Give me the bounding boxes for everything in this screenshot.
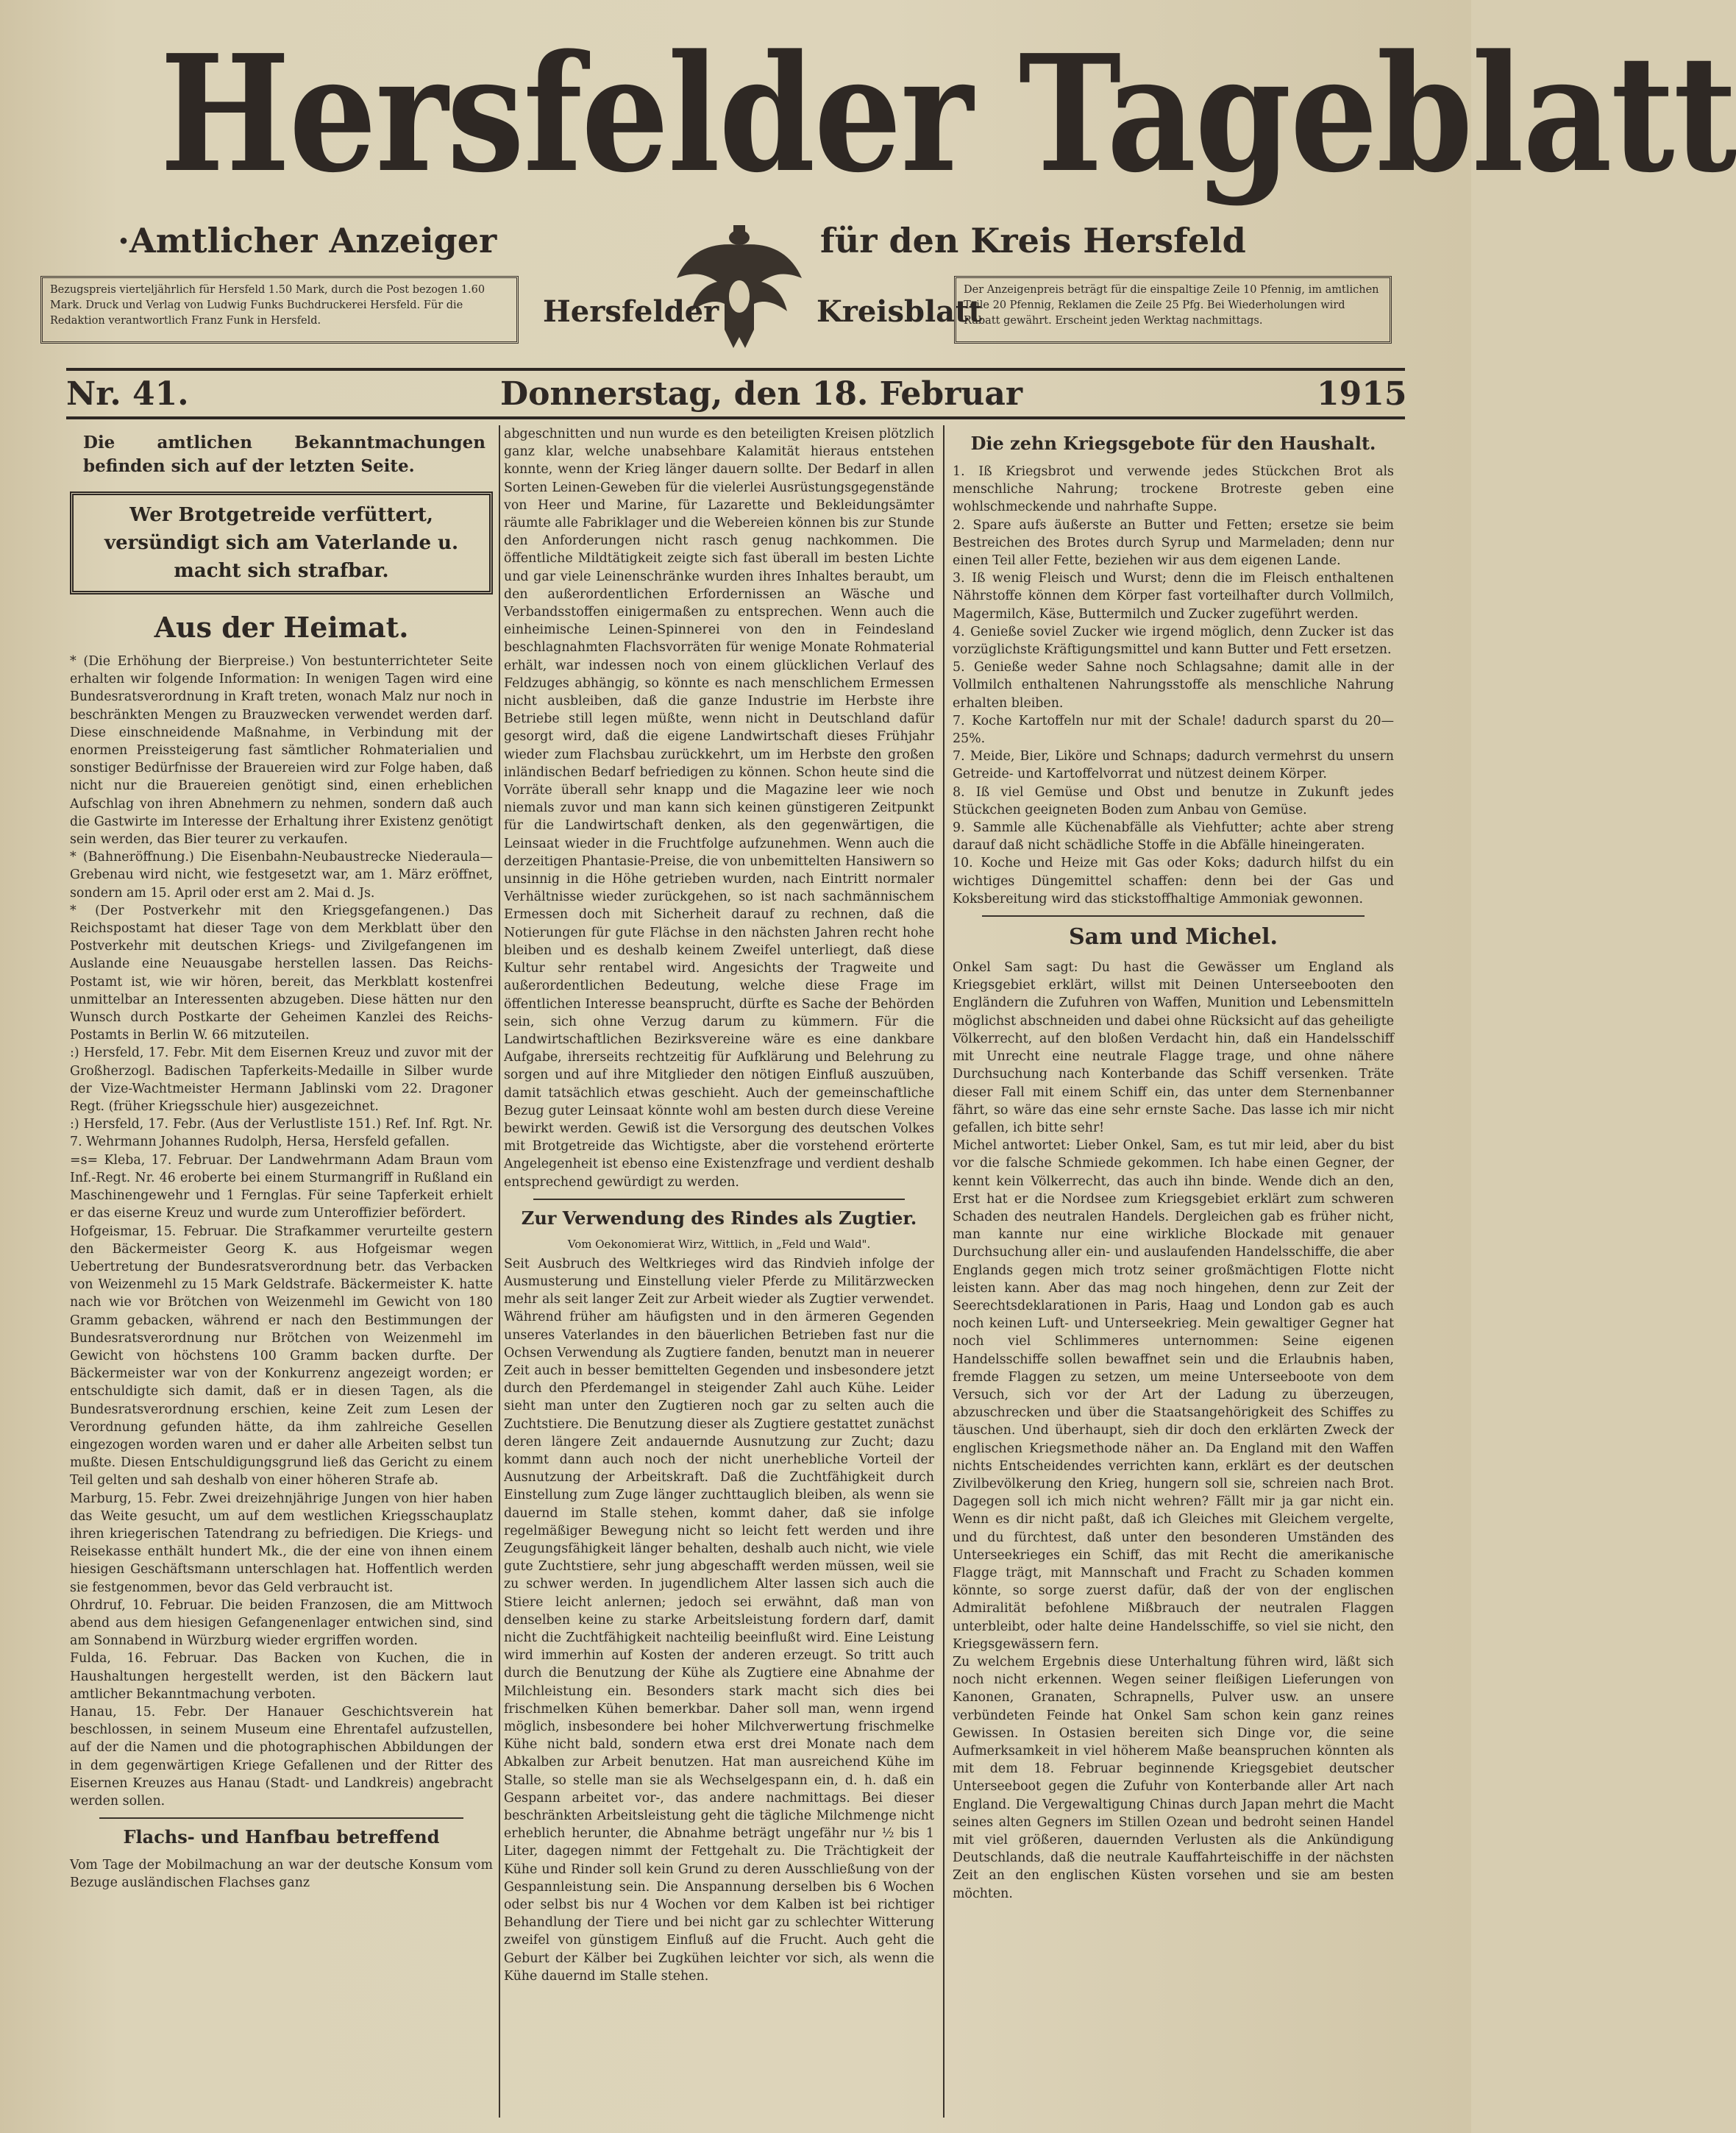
official-notice: Die amtlichen Bekanntmachungen befinden sich auf der letzten Seite. — [83, 433, 485, 476]
column-1 — [70, 425, 493, 2118]
sam-michel-article: Onkel Sam sagt: Du hast die Gewässer um England als Kriegsgebiet erklärt, willst mit Deinen Unterseebooten den Engländern die Zufuhren von Waffen, Munition und Lebensmitteln möglichst abschneiden und dabei ohne Rücksicht auf das geheiligte Völkerrecht, auf den bloßen Verdacht hin, daß ein Handelsschiff mit Unrecht eine neutrale Flagge trage, und ohne nähere Durchsuchung nach Konterbande das Schiff versenken. Träte dieser Fall mit einem Schiff ein, das unter dem Sternenbanner fährt, so wäre das eine sehr ernste Sache. Das lasse ich mir nicht gefallen, ich bitte sehr! Michel antwortet: Lieber Onkel, Sam, es tut mir leid, aber du bist vor die falsche Schmiede gekommen. Ich habe einen Gegner, der kennt kein Völkerrecht, das auch ihn binde. Wende dich an den, Erst hat er die Nordsee zum Kriegsgebiet erklärt zum schweren Schaden des neutralen Handels. Dergleichen gab es früher nicht, man kannte nur eine wirkliche Blockade mit genauer Durchsuchung aller ein- und auslaufenden Handelsschiffe, die aber Englands gegen mich trotz seiner großmächtigen Flotte nicht leisten kann. Aber das mag noch hingehen, denn zur Zeit der Seerechtsdeklarationen in Paris, Haag und London gab es auch noch keinen Luft- und Unterseekrieg. Mein gewaltiger Gegner hat noch viel Schlimmeres unternommen: Seine eigenen Handelsschiffe sollen bewaffnet sein und die Erlaubnis haben, fremde Flaggen zu setzen, um meine Unterseeboote von dem Versuch, sich vor der Art der Ladung zu überzeugen, abzuschrecken und über die Staatsangehörigkeit des Schiffes zu täuschen. Und überhaupt, sieh dir doch den erklärten Zweck der englischen Kriegsmethode näher an. Da England mit den Waffen nichts Entscheidendes verrichten kann, erklärt es der deutschen Zivilbevölkerung den Krieg, hungern soll sie, schreien nach Brot. Dagegen soll ich mich nicht wehren? Fällt mir ja gar nicht ein. Wenn es dir nicht paßt, daß ich Gleiches mit Gleichem vergelte, und du fürchtest, daß unter den besonderen Umständen des Unterseekrieges ein Schiff, das mit Recht die amerikanische Flagge trägt, mit Mannschaft und Fracht zu Schaden kommen könnte, so sorge zuerst dafür, daß der von der englischen Admiralität befohlene Mißbrauch der neutralen Flaggen unterbleibt, oder halte deine Handelsschiffe, so viel sie nicht, den Kriegsgewässern fern. Zu welchem Ergebnis diese Unterhaltung führen wird, läßt sich noch nicht erkennen. Wegen seiner fleißigen Lieferungen von Kanonen, Granaten, Schrapnells, Pulver usw. an unsere verbündeten Feinde hat Onkel Sam schon kein ganz reines Gewissen. In Ostasien bereiten sich Dinge vor, die seine Aufmerksamkeit in viel höherem Maße beanspruchen könnten als mit dem 18. Februar beginnende Kriegsgebiet deutscher Unterseeboot gegen die Zufuhr von Konterbande aller Art nach England. Die Vergewaltigung Chinas durch Japan mehrt die Macht seines alten Gegners im Stillen Ozean und bedroht seinen Handel mit viel größeren, dauernden Verlusten als die Ankündigung Deutschlands, daß die neutrale Kauffahrteischiffe in der nächsten Zeit an den englischen Küsten vorsehen und sie am besten möchten. — [953, 960, 1394, 1901]
flachs-article: Vom Tage der Mobilmachung an war der deutsche Konsum vom Bezuge ausländischen Flachses ganz — [70, 1858, 493, 1891]
section-divider — [982, 915, 1365, 917]
heimat-articles: * (Die Erhöhung der Bierpreise.) Von bestunterrichteter Seite erhalten wir folgende Information: In wenigen Tagen wird eine Bundesratsverordnung in Kraft treten, wonach Malz nur noch in beschränkten Mengen zu Brauzwecken verwendet werden darf. Diese einschneidende Maßnahme, in Verbindung mit der enormen Preissteigerung fast sämtlicher Rohmaterialien und sonstiger Bedürfnisse der Brauereien wird zur Folge haben, daß nicht nur die Brauereien genötigt sind, einen erheblichen Aufschlag von ihren Abnehmern zu nehmen, sondern daß auch die Gastwirte im Interesse der Erhaltung ihrer Existenz genötigt sein werden, das Bier teurer zu verkaufen. * (Bahneröffnung.) Die Eisenbahn-Neubaustrecke Niederaula—Grebenau wird nicht, wie festgesetzt war, am 1. März eröffnet, sondern am 15. April oder erst am 2. Mai d. Js. * (Der Postverkehr mit den Kriegsgefangenen.) Das Reichspostamt hat dieser Tage von dem Merkblatt über den Postverkehr mit deutschen Kriegs- und Zivilgefangenen im Auslande eine Neuausgabe herstellen lassen. Das Reichs-Postamt ist, wie wir hören, bereit, das Merkblatt kostenfrei unmittelbar an Interessenten abzugeben. Diese hätten nur den Wunsch durch Postkarte der Geheimen Kanzlei des Reichs-Postamts in Berlin W. 66 mitzuteilen. :) Hersfeld, 17. Febr. Mit dem Eisernen Kreuz und zuvor mit der Großherzogl. Badischen Tapferkeits-Medaille in Silber wurde der Vize-Wachtmeister Hermann Jablinski vom 22. Dragoner Regt. (früher Kriegsschule hier) ausgezeichnet. :) Hersfeld, 17. Febr. (Aus der Verlustliste 151.) Ref. Inf. Rgt. Nr. 7. Wehrmann Johannes Rudolph, Hersa, Hersfeld gefallen. =s= Kleba, 17. Februar. Der Landwehrmann Adam Braun vom Inf.-Regt. Nr. 46 eroberte bei einem Sturmangriff in Rußland ein Maschinengewehr und 1 Fernglas. Für seine Tapferkeit erhielt er das eiserne Kreuz und wurde zum Unteroffizier befördert. Hofgeismar, 15. Februar. Die Strafkammer verurteilte gestern den Bäckermeister Georg K. aus Hofgeismar wegen Uebertretung der Bundesratsverordnung betr. das Verbacken von Weizenmehl zu 15 Mark Geldstrafe. Bäckermeister K. hatte nach wie vor Brötchen von Weizenmehl im Gewicht von 180 Gramm gebacken, während er nach den Bestimmungen der Bundesratsverordnung nur Brötchen von Weizenmehl im Gewicht von höchstens 100 Gramm backen durfte. Der Bäckermeister war von der Konkurrenz angezeigt worden; er entschuldigte sich damit, daß er in diesen Tagen, als die Bundesratsverordnung erschien, keine Zeit zum Lesen der Verordnung gefunden hätte, da ihm zahlreiche Gesellen eingezogen worden waren und er daher alle Arbeiten selbst tun mußte. Diesen Entschuldigungsgrund ließ das Gericht zu einem Teil gelten und sah deshalb von einer höheren Strafe ab. Marburg, 15. Febr. Zwei dreizehnjährige Jungen von hier haben das Weite gesucht, um auf dem westlichen Kriegsschauplatz ihren kriegerischen Tatendrang zu befriedigen. Die Kriegs- und Reisekasse enthält hundert Mk., die der eine von ihnen einem hiesigen Geschäftsmann unterschlagen hat. Hoffentlich werden sie festgenommen, bevor das Geld verbraucht ist. Ohrdruf, 10. Februar. Die beiden Franzosen, die am Mittwoch abend aus dem hiesigen Gefangenenlager entwichen sind, sind am Sonnabend in Würzburg wieder ergriffen worden. Fulda, 16. Februar. Das Backen von Kuchen, die in Haushaltungen hergestellt werden, ist den Bäckern laut amtlicher Bekanntmachung verboten. Hanau, 15. Febr. Der Hanauer Geschichtsverein hat beschlossen, in seinem Museum eine Ehrentafel aufzustellen, auf der die Namen und die photographischen Abbildungen der in dem gegenwärtigen Kriege Gefallenen und der Ritter des Eisernen Kreuzes aus Hanau (Stadt- und Landkreis) angebracht werden sollen. — [70, 654, 493, 1809]
section-heading-kriegsgebote: Die zehn Kriegsgebote für den Haushalt. — [970, 433, 1376, 454]
masthead — [66, 20, 1736, 208]
issue-date: Donnerstag, den 18. Februar — [500, 375, 1023, 413]
article-byline: Vom Oekonomierat Wirz, Wittlich, in „Feld und Wald". — [567, 1237, 871, 1251]
section-divider — [99, 1817, 463, 1819]
kreisblatt-left: Hersfelder — [543, 294, 719, 329]
flachs-article-continued: abgeschnitten und nun wurde es den beteiligten Kreisen plötzlich ganz klar, welche unabsehbare Kalamität hieraus entstehen konnte, wenn der Krieg länger dauern sollte. Der Bedarf in allen Sorten Leinen-Geweben für die vielerlei Ausrüstungsgegenstände von Heer und Marine, für Lazarette und Bekleidungsämter räumte alle Fabriklager und die Webereien können bis zur Stunde den Anforderungen nicht rasch genug nachkommen. Die öffentliche Mildtätigkeit zeigte sich fast überall im besten Lichte und gar viele Leinenschränke wurden ihres Inhaltes beraubt, um den außerordentlichen Erfordernissen an Wäsche und Verbandsstoffen einigermaßen zu entsprechen. Wenn auch die einheimische Leinen-Spinnerei von den in Feindesland beschlagnahmten Flachsvorräten für wenige Monate Rohmaterial erhält, war indessen noch von einem glücklichen Verlauf des Feldzuges abhängig, so könnte es nach menschlichem Ermessen nicht ausbleiben, daß die ganze Industrie im Herbste ihre Betriebe still legen müßte, wenn nicht in Deutschland dafür gesorgt wird, daß die eigene Landwirtschaft dieses Frühjahr wieder zum Flachsbau zurückkehrt, um im Herbste den großen inländischen Bedarf befriedigen zu können. Schon heute sind die Vorräte überall sehr knapp und die Magazine leer wie noch niemals zuvor und man kann sich keinen günstigeren Zeitpunkt für die Landwirtschaft denken, als den gegenwärtigen, die Leinsaat wieder in die Fruchtfolge aufzunehmen. Wenn auch die derzeitigen Phantasie-Preise, die von unbemittelten Hansiwern so unsinnig in die Höhe getrieben wurden, nach Eintritt normaler Verhältnisse wieder zurückgehen, so ist nach sachmännischem Ermessen doch mit Sicherheit darauf zu rechnen, daß die Notierungen für gute Flächse in den nächsten Jahren recht hohe bleiben und es deshalb keinem Zweifel unterliegt, daß diese Kultur sehr rentabel wird. Angesichts der Tragweite und außerordentlichen Bedeutung, welche diese Frage im öffentlichen Interesse beansprucht, dürfte es Sache der Behörden sein, sich ohne Verzug darum zu kümmern. Für die Landwirtschaftlichen Bezirksvereine wäre es eine dankbare Aufgabe, ihrerseits rechtzeitig für Aufklärung und Belehrung zu sorgen und auf ihre Mitglieder den nötigen Einfluß auszuüben, damit tatsächlich etwas geschieht. Auch der gemeinschaftliche Bezug guter Leinsaat könnte wohl am besten durch diese Vereine bewirkt werden. Gewiß ist die Versorgung des deutschen Volkes mit Brotgetreide das Wichtigste, aber die vorstehend erörterte Angelegenheit ist ebenso eine Existenzfrage und verdient deshalb entsprechend gewürdigt zu werden. — [504, 427, 934, 1190]
section-divider — [533, 1199, 905, 1200]
masthead-rule-top — [66, 368, 1405, 371]
subtitle-left: ·Amtlicher Anzeiger — [118, 221, 497, 260]
advertising-info-box: Der Anzeigenpreis beträgt für die einspaltige Zeile 10 Pfennig, im amtlichen Teile 20 Pfennig, Reklamen die Zeile 25 Pfg. Bei Wiederholungen wird Rabatt gewährt. Erscheint jeden Werktag nachmittags. — [954, 276, 1392, 344]
subtitle-right: für den Kreis Hersfeld — [820, 221, 1246, 260]
bread-grain-warning-banner: Wer Brotgetreide verfüttert, versündigt sich am Vaterlande u. macht sich strafbar. — [70, 491, 493, 595]
kriegsgebote-list: 1. Iß Kriegsbrot und verwende jedes Stückchen Brot als menschliche Nahrung; trockene Brotreste geben eine wohlschmeckende und nahrhafte Suppe. 2. Spare aufs äußerste an Butter und Fetten; ersetze sie beim Bestreichen des Brotes durch Syrup und Marmeladen; denn nur einen Teil aller Fette, beziehen wir aus dem eigenen Lande. 3. Iß wenig Fleisch und Wurst; denn die im Fleisch enthaltenen Nährstoffe können dem Körper fast vorteilhafter durch Vollmilch, Magermilch, Käse, Buttermilch und Zucker zugeführt werden. 4. Genieße soviel Zucker wie irgend möglich, denn Zucker ist das vorzüglichste Kräftigungsmittel und kann Butter und Fett ersetzen. 5. Genieße weder Sahne noch Schlagsahne; damit alle in der Vollmilch enthaltenen Nahrungsstoffe als menschliche Nahrung erhalten bleiben. 7. Koche Kartoffeln nur mit der Schale! dadurch sparst du 20—25%. 7. Meide, Bier, Liköre und Schnaps; dadurch vermehrst du unsern Getreide- und Kartoffelvorrat und nützest deinem Körper. 8. Iß viel Gemüse und Obst und benutze in Zukunft jedes Stückchen geeigneten Boden zum Anbau von Gemüse. 9. Sammle alle Küchenabfälle als Viehfutter; achte aber streng darauf daß nicht schädliche Stoffe in die Abfälle hineingeraten. 10. Koche und Heize mit Gas oder Koks; dadurch hilfst du ein wichtiges Düngemittel schaffen: denn bei der Gas und Koksbereitung wird das stickstoffhaltige Ammoniak gewonnen. — [953, 464, 1394, 906]
section-heading-sam-michel: Sam und Michel. — [1069, 924, 1278, 951]
kreisblatt-right: Kreisblatt — [817, 294, 983, 329]
newspaper-title: Hersfelder Tageblatt — [160, 20, 1736, 208]
eagle-emblem-icon — [666, 212, 813, 359]
column-2 — [504, 425, 934, 2118]
subscription-info-box: Bezugspreis vierteljährlich für Hersfeld 1.50 Mark, durch die Post bezogen 1.60 Mark. Druck und Verlag von Ludwig Funks Buchdruckerei Hersfeld. Für die Redaktion verantwortlich Franz Funk in Hersfeld. — [40, 276, 519, 344]
column-divider — [943, 425, 945, 2118]
section-heading-flachs: Flachs- und Hanfbau betreffend — [123, 1826, 440, 1848]
issue-year: 1915 — [1317, 375, 1407, 413]
section-heading-rind: Zur Verwendung des Rindes als Zugtier. — [521, 1207, 917, 1229]
column-3 — [953, 425, 1394, 2118]
section-heading-heimat: Aus der Heimat. — [154, 611, 409, 644]
masthead-rule-bottom — [66, 416, 1405, 419]
rind-article: Seit Ausbruch des Weltkrieges wird das Rindvieh infolge der Ausmusterung und Einstellung vieler Pferde zu Militärzwecken mehr als seit langer Zeit zur Arbeit wieder als Zugtier verwendet. Während früher am häufigsten und in den ärmeren Gegenden unseres Vaterlandes in den bäuerlichen Betrieben fast nur die Ochsen Verwendung als Zugtiere fanden, benutzt man in neuerer Zeit auch in besser bemittelten Gegenden und insbesondere jetzt durch den Pferdemangel in steigender Zahl auch Kühe. Leider sieht man unter den Zugtieren noch gar zu selten auch die Zuchtstiere. Die Benutzung dieser als Zugtiere gestattet zunächst deren längere Zeit andauernde Ausnutzung zur Zucht; dazu kommt dann auch noch der nicht unerhebliche Vorteil der Ausnutzung der Arbeitskraft. Daß die Zuchtfähigkeit durch Einstellung zum Zuge länger zuchttauglich bleiben, als wenn sie dauernd im Stalle stehen, kommt daher, daß sie infolge regelmäßiger Bewegung nicht so leicht fett werden und ihre Zeugungsfähigkeit länger behalten, deshalb auch nicht, wie viele gute Zuchtstiere, sehr jung abgeschafft werden müssen, weil sie zu schwer werden. In jugendlichem Alter lassen sich auch die Stiere leicht anlernen; jedoch sei erwähnt, daß man von denselben keine zu starke Arbeitsleistung fordern darf, damit nicht die Zuchtfähigkeit nachteilig beeinflußt wird. Eine Leistung wird immerhin auf Kosten der anderen erzeugt. So tritt auch durch die Benutzung der Kühe als Zugtiere eine Abnahme der Milchleistung ein. Besonders stark macht sich dies bei frischmelken Kühen bemerkbar. Daher soll man, wenn irgend möglich, insbesondere bei hoher Milchverwertung frischmelke Kühe nicht bald, sondern etwa erst drei Monate nach dem Abkalben zur Arbeit benutzen. Hat man ausreichend Kühe im Stalle, so stelle man sie als Wechselgespann ein, d. h. daß ein Gespann arbeitet vor-, das andere nachmittags. Bei dieser beschränkten Arbeitsleistung geht die tägliche Milchmenge nicht erheblich herunter, die Abnahme beträgt ungefähr nur ½ bis 1 Liter, dagegen nimmt der Fettgehalt zu. Die Trächtigkeit der Kühe und Rinder soll kein Grund zu deren Ausschließung von der Gespannleistung sein. Die Anspannung derselben bis 6 Wochen oder selbst bis nur 4 Wochen vor dem Kalben ist bei richtiger Behandlung der Tiere und bei nicht gar zu schlechter Witterung zweifel von günstigem Einfluß auf die Frucht. Auch geht die Geburt der Kälber bei Zugkühen leichter vor sich, als wenn die Kühe dauernd im Stalle stehen. — [504, 1256, 934, 1984]
column-divider — [499, 425, 500, 2118]
issue-number: Nr. 41. — [66, 375, 189, 413]
